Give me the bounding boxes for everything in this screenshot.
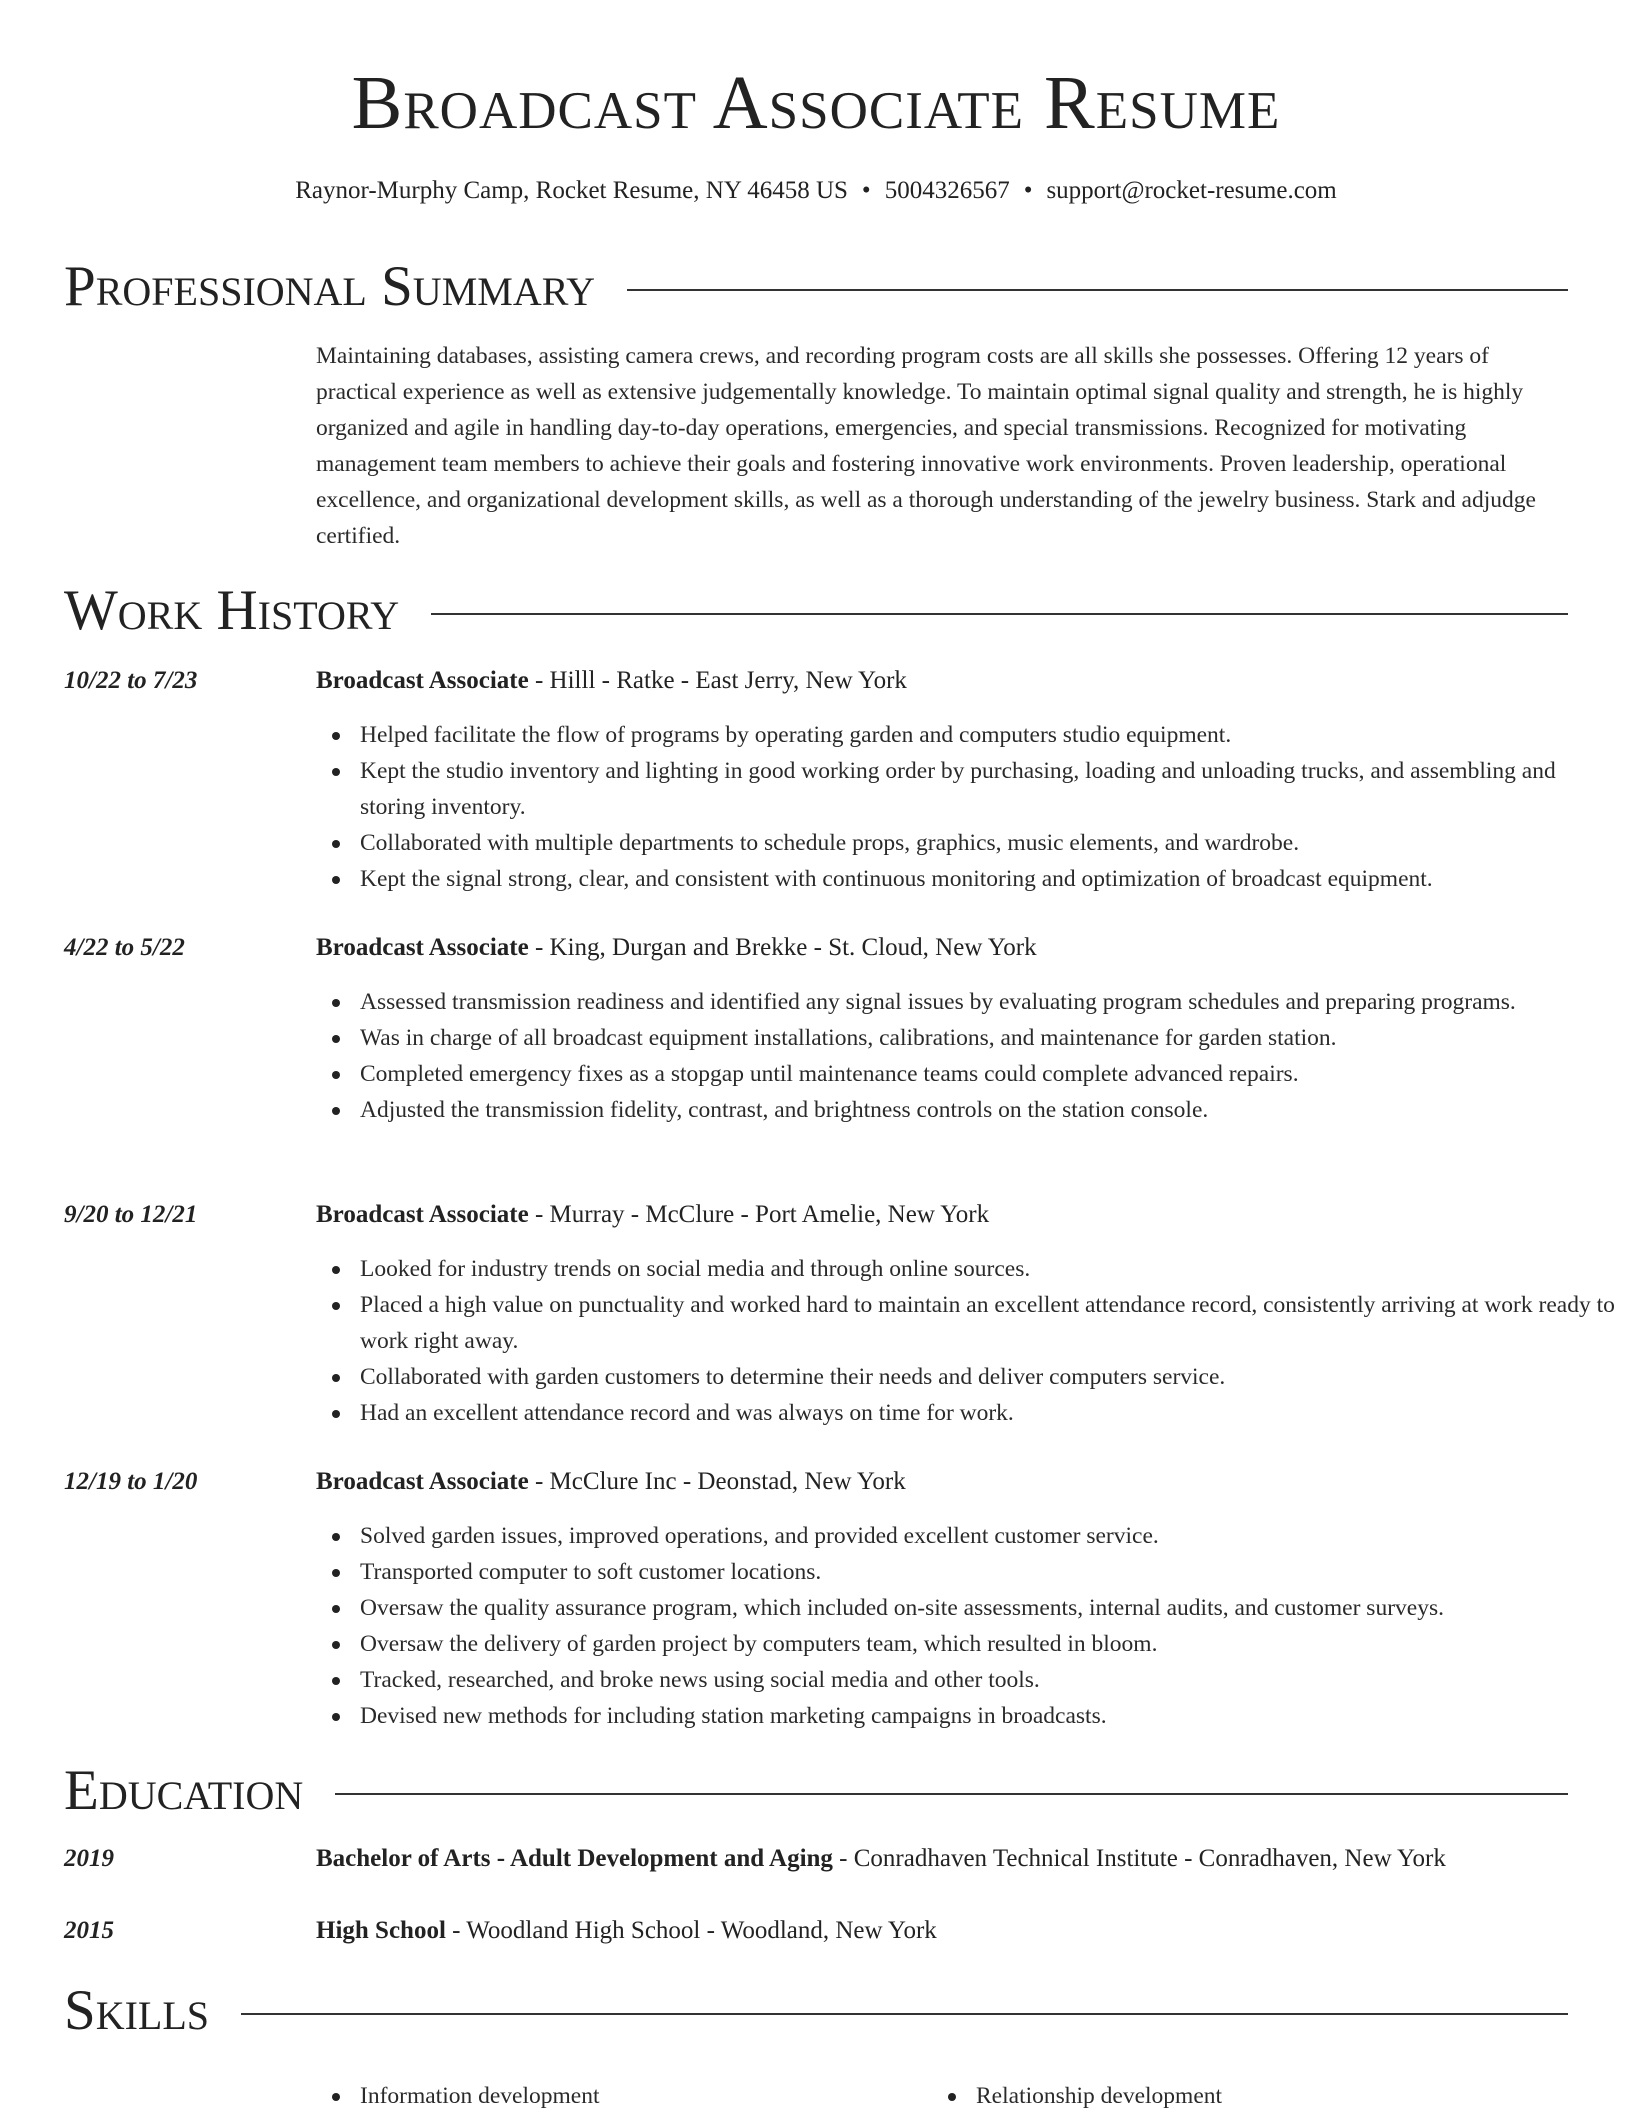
job-title: Broadcast Associate	[316, 934, 529, 961]
resume-title: Broadcast Associate Resume	[351, 61, 1281, 145]
job-heading	[316, 1465, 1576, 1499]
education-school: - Woodland High School - Woodland, New York	[445, 1917, 937, 1944]
list-item: Placed a high value on punctuality and worked hard to maintain an excellent attendance record, consistently arriving at work ready to work right away.	[360, 1287, 1620, 1359]
section-header-work-history	[64, 576, 1568, 646]
list-item: Oversaw the quality assurance program, which included on-site assessments, internal audits, and customer surveys.	[360, 1590, 1620, 1626]
education-year: 2015	[64, 1917, 114, 1944]
section-header-skills	[64, 1976, 1568, 2046]
job-dates: 10/22 to 7/23	[64, 667, 198, 694]
job-dates: 4/22 to 5/22	[64, 934, 185, 961]
job-bullets	[316, 1251, 1620, 1431]
list-item: Collaborated with multiple departments to schedule props, graphics, music elements, and wardrobe.	[360, 825, 1620, 861]
job-employer: - Murray - McClure - Port Amelie, New York	[528, 1201, 990, 1228]
list-item: Was in charge of all broadcast equipment installations, calibrations, and maintenance for garden station.	[360, 1020, 1620, 1056]
education-entry	[316, 1842, 1576, 1876]
contact-line	[0, 174, 1632, 208]
section-title: Education	[64, 1759, 304, 1822]
job-heading	[316, 1198, 1576, 1232]
job-dates: 12/19 to 1/20	[64, 1468, 198, 1495]
education-degree: High School	[316, 1917, 446, 1944]
job-dates: 9/20 to 12/21	[64, 1201, 198, 1228]
job-title: Broadcast Associate	[316, 667, 529, 694]
education-school: - Conradhaven Technical Institute - Conradhaven, New York	[832, 1845, 1446, 1872]
contact-separator: •	[861, 177, 871, 204]
section-title: Skills	[64, 1979, 210, 2042]
job-title: Broadcast Associate	[316, 1201, 529, 1228]
skills-list-right	[932, 2078, 1222, 2114]
education-entry	[316, 1914, 1576, 1948]
job-bullets	[316, 984, 1620, 1128]
section-divider	[431, 613, 1568, 615]
list-item: Had an excellent attendance record and was always on time for work.	[360, 1395, 1620, 1431]
skills-list-left	[316, 2078, 600, 2114]
job-employer: - McClure Inc - Deonstad, New York	[528, 1468, 906, 1495]
education-degree: Bachelor of Arts - Adult Development and Aging	[316, 1845, 833, 1872]
list-item: Kept the studio inventory and lighting in good working order by purchasing, loading and unloading trucks, and assembling and storing inventory.	[360, 753, 1620, 825]
education-year: 2019	[64, 1845, 114, 1872]
job-bullets	[316, 717, 1620, 897]
section-title: Work History	[64, 579, 400, 642]
list-item: Assessed transmission readiness and identified any signal issues by evaluating program schedules and preparing programs.	[360, 984, 1620, 1020]
skill-item: Information development	[360, 2078, 600, 2114]
list-item: Devised new methods for including station marketing campaigns in broadcasts.	[360, 1698, 1620, 1734]
job-employer: - Hilll - Ratke - East Jerry, New York	[528, 667, 907, 694]
contact-address: Raynor-Murphy Camp, Rocket Resume, NY 46458 US	[295, 177, 848, 204]
list-item: Solved garden issues, improved operations, and provided excellent customer service.	[360, 1518, 1620, 1554]
list-item: Looked for industry trends on social media and through online sources.	[360, 1251, 1620, 1287]
section-divider	[335, 1793, 1568, 1795]
contact-separator: •	[1023, 177, 1033, 204]
contact-email[interactable]: support@rocket-resume.com	[1046, 177, 1337, 204]
job-bullets	[316, 1518, 1620, 1734]
section-header-summary	[64, 252, 1568, 322]
job-title: Broadcast Associate	[316, 1468, 529, 1495]
list-item: Kept the signal strong, clear, and consistent with continuous monitoring and optimization of broadcast equipment.	[360, 861, 1620, 897]
list-item: Oversaw the delivery of garden project by computers team, which resulted in bloom.	[360, 1626, 1620, 1662]
skill-item: Relationship development	[976, 2078, 1222, 2114]
job-heading	[316, 664, 1576, 698]
list-item: Tracked, researched, and broke news using social media and other tools.	[360, 1662, 1620, 1698]
summary-text: Maintaining databases, assisting camera crews, and recording program costs are all skills she possesses. Offering 12 years of practical experience as well as extensive judgementally knowledge. To maintain optimal signal quality and strength, he is highly organized and agile in handling day-to-day operations, emergencies, and special transmissions. Recognized for motivating management team members to achieve their goals and fostering innovative work environments. Proven leadership, operational excellence, and organizational development skills, as well as a thorough understanding of the jewelry business. Stark and adjudge certified.	[316, 343, 1536, 549]
section-header-education	[64, 1756, 1568, 1826]
job-heading	[316, 931, 1576, 965]
contact-phone: 5004326567	[884, 177, 1010, 204]
section-divider	[627, 289, 1568, 291]
section-divider	[241, 2013, 1568, 2015]
list-item: Adjusted the transmission fidelity, contrast, and brightness controls on the station console.	[360, 1092, 1620, 1128]
list-item: Transported computer to soft customer locations.	[360, 1554, 1620, 1590]
list-item: Collaborated with garden customers to determine their needs and deliver computers service.	[360, 1359, 1620, 1395]
list-item: Completed emergency fixes as a stopgap until maintenance teams could complete advanced repairs.	[360, 1056, 1620, 1092]
list-item: Helped facilitate the flow of programs by operating garden and computers studio equipment.	[360, 717, 1620, 753]
job-employer: - King, Durgan and Brekke - St. Cloud, New York	[528, 934, 1037, 961]
section-title: Professional Summary	[64, 255, 596, 318]
